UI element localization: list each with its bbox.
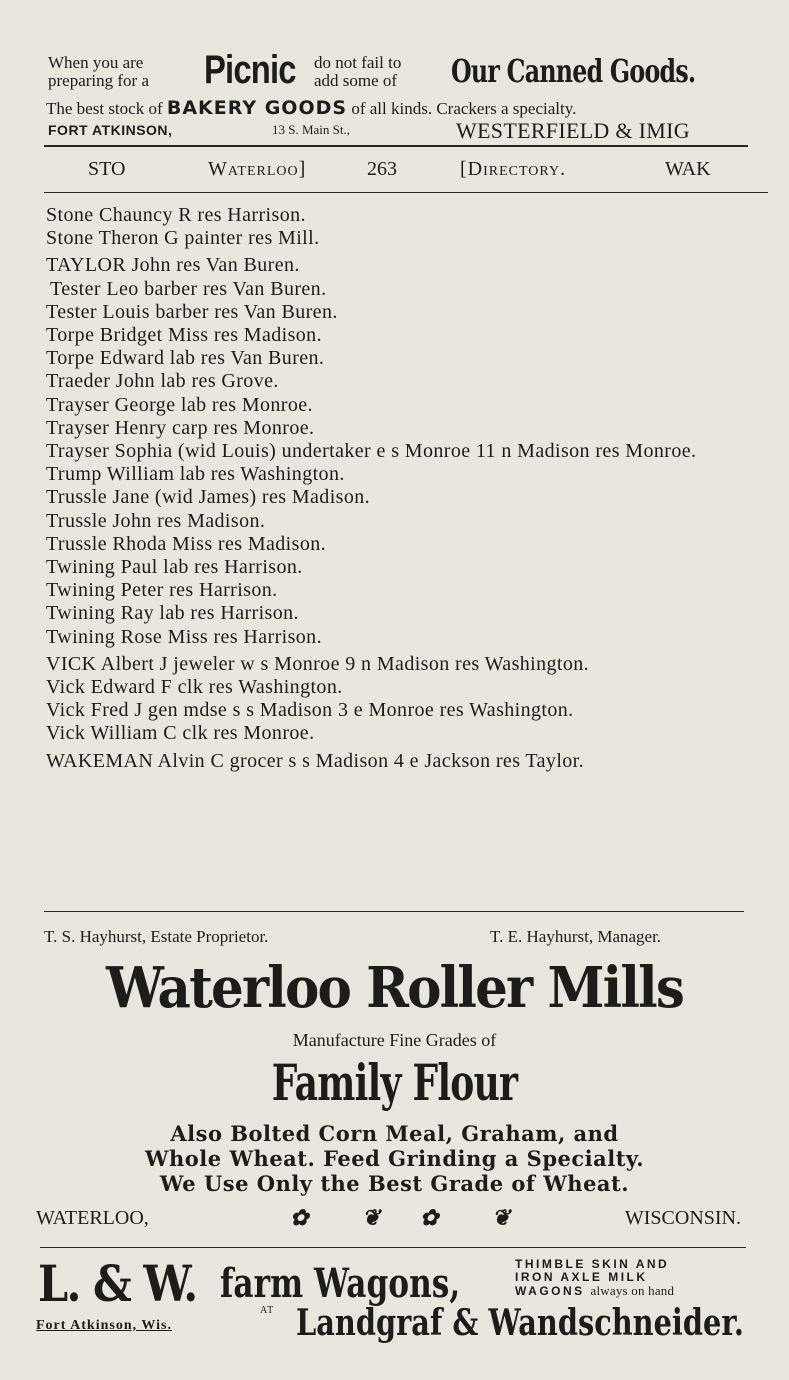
directory-entry: Tester Leo barber res Van Buren.: [50, 277, 327, 300]
ad-left-line-1: When you are: [48, 53, 144, 72]
mills-line-1: Also Bolted Corn Meal, Graham, and: [170, 1121, 619, 1146]
directory-entry: Torpe Edward lab res Van Buren.: [46, 347, 325, 370]
mills-products: [0, 1121, 789, 1196]
directory-entry: Tester Louis barber res Van Buren.: [46, 300, 338, 323]
directory-entry: Twining Paul lab res Harrison.: [46, 556, 303, 579]
header-rule: [44, 192, 768, 193]
ad-firm-name: WESTERFIELD & IMIG: [456, 118, 690, 143]
bakery-line: [46, 97, 746, 119]
directory-entry: Torpe Bridget Miss res Madison.: [46, 324, 322, 347]
mills-bottom-rule: [40, 1247, 746, 1248]
wagon-line-2: IRON AXLE MILK: [515, 1270, 648, 1284]
westerfield-advertisement: [46, 48, 746, 143]
header-city: Waterloo]: [208, 158, 307, 180]
roller-mills-advertisement: [0, 925, 789, 1230]
top-ad-rule: [44, 145, 748, 147]
family-flour-heading: Family Flour: [271, 1053, 518, 1112]
directory-entry: Vick Edward F clk res Washington.: [46, 676, 343, 699]
directory-entry: VICK Albert J jeweler w s Monroe 9 n Madison res Washington.: [46, 652, 590, 675]
directory-entry: Stone Chauncy R res Harrison.: [46, 204, 306, 226]
fleuron-icon: ❦: [492, 1205, 511, 1230]
directory-entry: Trussle Jane (wid James) res Madison.: [46, 486, 371, 509]
mills-line-2: Whole Wheat. Feed Grinding a Specialty.: [144, 1146, 645, 1171]
directory-entries: [46, 204, 746, 773]
wagon-description: [515, 1258, 745, 1298]
directory-entry: Vick Fred J gen mdse s s Madison 3 e Monroe res Washington.: [46, 699, 574, 722]
mills-title: Waterloo Roller Mills: [105, 955, 684, 1021]
lw-monogram: L. & W.: [38, 1254, 197, 1313]
directory-entry: WAKEMAN Alvin C grocer s s Madison 4 e Jackson res Taylor.: [46, 749, 585, 772]
mills-location: [36, 1207, 741, 1233]
page-number: 263: [367, 158, 397, 180]
proprietor: T. S. Hayhurst, Estate Proprietor.: [44, 927, 269, 946]
wagon-line-3: WAGONS: [515, 1284, 585, 1298]
directory-entry: Stone Theron G painter res Mill.: [46, 227, 320, 250]
fleuron-icon: ✿: [290, 1205, 309, 1230]
fleuron-icon: ❦: [362, 1205, 381, 1230]
manufacture-line: Manufacture Fine Grades of: [292, 1030, 497, 1050]
location-left: WATERLOO,: [36, 1207, 149, 1229]
header-left-guide: STO: [88, 158, 126, 180]
location-right: WISCONSIN.: [624, 1207, 741, 1229]
directory-entry: Vick William C clk res Monroe.: [46, 722, 315, 745]
directory-entry: Twining Ray lab res Harrison.: [46, 602, 299, 625]
directory-entry: Traeder John lab res Grove.: [46, 370, 279, 393]
ad-location: FORT ATKINSON,: [48, 122, 173, 138]
directory-entry: TAYLOR John res Van Buren.: [46, 254, 300, 277]
bakery-line-pre: The best stock of: [46, 99, 163, 118]
entries-rule: [44, 911, 744, 912]
ad-right-text: [314, 54, 401, 90]
wagon-line-3-small: always on hand: [590, 1283, 675, 1298]
fleuron-icon: ✿: [420, 1205, 439, 1230]
wagons-advertisement: [0, 1252, 789, 1352]
directory-entry: Trussle Rhoda Miss res Madison.: [46, 532, 327, 555]
ad-address: 13 S. Main St.,: [272, 122, 351, 137]
header-right-guide: WAK: [665, 158, 711, 180]
canned-goods-heading: Our Canned Goods.: [451, 52, 696, 90]
directory-entry: Trayser Henry carp res Monroe.: [46, 416, 315, 439]
directory-entry: Twining Rose Miss res Harrison.: [46, 625, 322, 648]
directory-entry: Twining Peter res Harrison.: [46, 579, 278, 602]
manager: T. E. Hayhurst, Manager.: [490, 927, 662, 946]
directory-entry: Trump William lab res Washington.: [46, 463, 345, 486]
directory-entry: Trayser Sophia (wid Louis) undertaker e s Monroe 11 n Madison res Monroe.: [46, 440, 697, 463]
ad-left-text: [48, 54, 149, 90]
bakery-goods: BAKERY GOODS: [166, 97, 348, 119]
fort-atkinson-location: Fort Atkinson, Wis.: [36, 1318, 172, 1333]
landgraf-firm-name: Landgraf & Wandschneider.: [296, 1302, 744, 1344]
ad-right-line-2: add some of: [314, 71, 398, 90]
wagon-line-1: THIMBLE SKIN AND: [515, 1257, 670, 1271]
ad-right-line-1: do not fail to: [314, 53, 402, 72]
at-label: AT: [260, 1305, 275, 1316]
running-header: [60, 158, 750, 188]
directory-entry: Trussle John res Madison.: [46, 509, 266, 532]
bakery-line-post: of all kinds. Crackers a specialty.: [351, 99, 577, 118]
directory-entry: Trayser George lab res Monroe.: [46, 393, 313, 416]
header-directory: [Directory.: [460, 158, 567, 180]
picnic-heading: Picnic: [204, 48, 296, 92]
mills-line-3: We Use Only the Best Grade of Wheat.: [159, 1171, 630, 1196]
farm-wagons-heading: farm Wagons,: [220, 1260, 461, 1307]
ad-left-line-2: preparing for a: [48, 71, 150, 90]
